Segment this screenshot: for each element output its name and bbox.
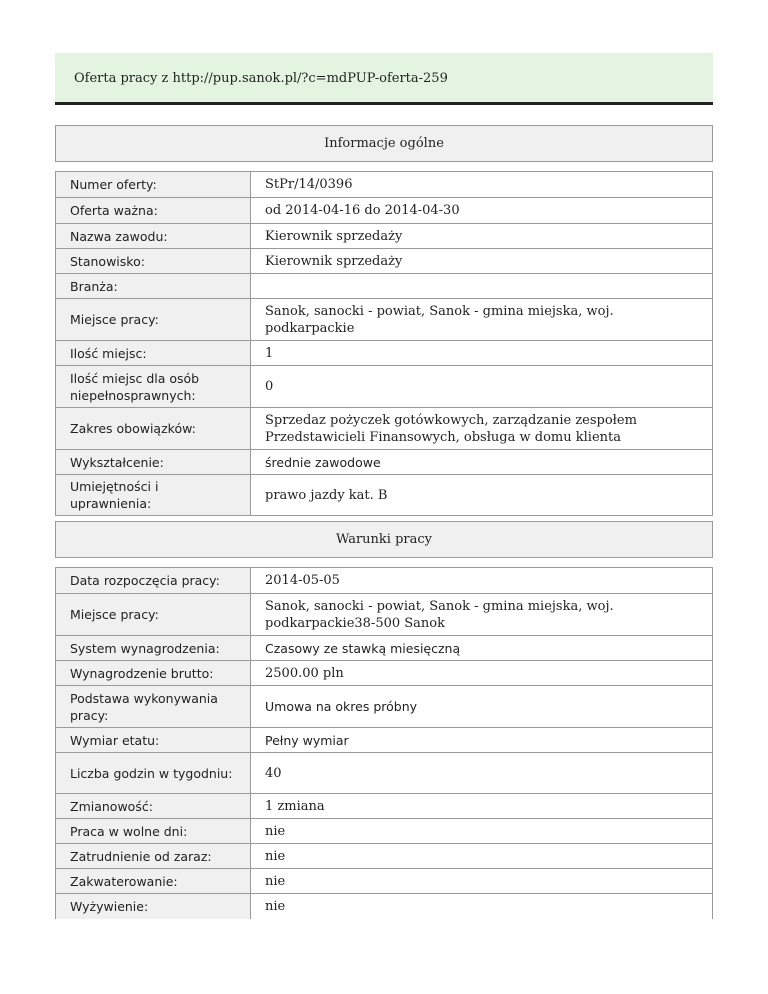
table-row: [56, 869, 713, 894]
row-label: Zmianowość:: [56, 794, 251, 819]
table-row: [56, 341, 713, 366]
work-conditions-table: [55, 567, 713, 919]
section-title-general-text: Informacje ogólne: [324, 136, 444, 151]
row-value: Sanok, sanocki - powiat, Sanok - gmina miejska, woj. podkarpackie: [251, 299, 713, 341]
row-value: nie: [251, 819, 713, 844]
row-value: Sprzedaz pożyczek gotówkowych, zarządzanie zespołem Przedstawicieli Finansowych, obsługa w domu klienta: [251, 408, 713, 450]
table-row: [56, 366, 713, 408]
row-value: [251, 274, 713, 299]
table-row: [56, 198, 713, 224]
table-row: [56, 661, 713, 686]
source-banner: [55, 53, 713, 105]
row-value: nie: [251, 844, 713, 869]
row-label: Wykształcenie:: [56, 450, 251, 475]
table-row: [56, 450, 713, 475]
table-row: [56, 274, 713, 299]
row-label: Zatrudnienie od zaraz:: [56, 844, 251, 869]
table-row: [56, 844, 713, 869]
row-value: średnie zawodowe: [251, 450, 713, 475]
row-label: Zakwaterowanie:: [56, 869, 251, 894]
row-label: Oferta ważna:: [56, 198, 251, 224]
row-value: 40: [251, 753, 713, 794]
table-row: [56, 753, 713, 794]
row-label: Ilość miejsc dla osób niepełnosprawnych:: [56, 366, 251, 408]
row-label: Praca w wolne dni:: [56, 819, 251, 844]
table-row: [56, 568, 713, 594]
general-info-table: [55, 171, 713, 516]
row-label: Wymiar etatu:: [56, 728, 251, 753]
row-label: Podstawa wykonywania pracy:: [56, 686, 251, 728]
table-row: [56, 172, 713, 198]
table-row: [56, 894, 713, 919]
row-label: Numer oferty:: [56, 172, 251, 198]
row-value: 1: [251, 341, 713, 366]
table-row: [56, 299, 713, 341]
row-label: Stanowisko:: [56, 249, 251, 274]
row-label: Wynagrodzenie brutto:: [56, 661, 251, 686]
row-label: Branża:: [56, 274, 251, 299]
row-label: Liczba godzin w tygodniu:: [56, 753, 251, 794]
table-row: [56, 594, 713, 636]
row-value: Kierownik sprzedaży: [251, 224, 713, 249]
table-row: [56, 728, 713, 753]
row-value: Pełny wymiar: [251, 728, 713, 753]
section-title-general: [55, 125, 713, 162]
section-title-conditions: [55, 521, 713, 558]
row-value: Sanok, sanocki - powiat, Sanok - gmina miejska, woj. podkarpackie38-500 Sanok: [251, 594, 713, 636]
row-value: 0: [251, 366, 713, 408]
row-value: 1 zmiana: [251, 794, 713, 819]
row-label: System wynagrodzenia:: [56, 636, 251, 661]
row-value: prawo jazdy kat. B: [251, 475, 713, 516]
section-title-conditions-text: Warunki pracy: [335, 532, 433, 547]
table-row: [56, 224, 713, 249]
table-row: [56, 475, 713, 516]
row-value: nie: [251, 894, 713, 919]
table-row: [56, 819, 713, 844]
row-value: 2014-05-05: [251, 568, 713, 594]
source-banner-text: Oferta pracy z http://pup.sanok.pl/?c=mdPUP-oferta-259: [74, 71, 448, 86]
row-label: Wyżywienie:: [56, 894, 251, 919]
table-row: [56, 408, 713, 450]
row-value: 2500.00 pln: [251, 661, 713, 686]
row-label: Nazwa zawodu:: [56, 224, 251, 249]
row-label: Data rozpoczęcia pracy:: [56, 568, 251, 594]
row-label: Miejsce pracy:: [56, 594, 251, 636]
row-value: StPr/14/0396: [251, 172, 713, 198]
row-label: Miejsce pracy:: [56, 299, 251, 341]
row-value: Czasowy ze stawką miesięczną: [251, 636, 713, 661]
row-label: Ilość miejsc:: [56, 341, 251, 366]
table-row: [56, 636, 713, 661]
table-row: [56, 249, 713, 274]
table-row: [56, 686, 713, 728]
table-row: [56, 794, 713, 819]
row-value: od 2014-04-16 do 2014-04-30: [251, 198, 713, 224]
row-label: Umiejętności i uprawnienia:: [56, 475, 251, 516]
row-value: nie: [251, 869, 713, 894]
row-value: Kierownik sprzedaży: [251, 249, 713, 274]
row-label: Zakres obowiązków:: [56, 408, 251, 450]
row-value: Umowa na okres próbny: [251, 686, 713, 728]
